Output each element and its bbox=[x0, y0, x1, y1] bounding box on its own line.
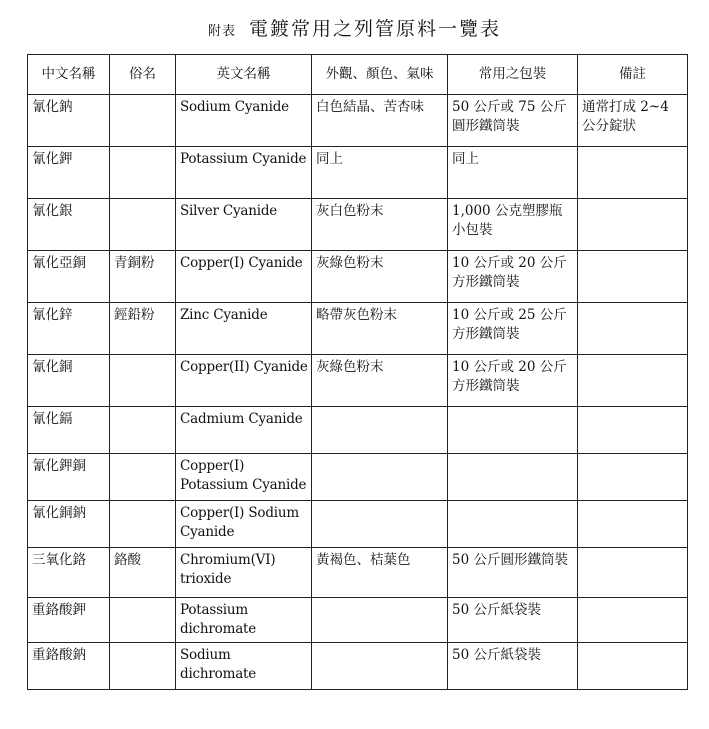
cell-chinese-name: 重鉻酸鉀 bbox=[28, 598, 110, 643]
table-row bbox=[28, 454, 688, 501]
cell-chinese-name: 氰化銅鈉 bbox=[28, 501, 110, 548]
table-row bbox=[28, 199, 688, 251]
cell-common-name bbox=[110, 454, 176, 501]
header-common-name: 俗名 bbox=[110, 55, 176, 95]
header-chinese-name: 中文名稱 bbox=[28, 55, 110, 95]
cell-packaging: 50 公斤圓形鐵筒裝 bbox=[448, 548, 578, 598]
cell-appearance: 略帶灰色粉末 bbox=[312, 303, 448, 355]
table-row bbox=[28, 548, 688, 598]
cell-common-name bbox=[110, 407, 176, 454]
cell-remarks bbox=[578, 454, 688, 501]
cell-appearance: 同上 bbox=[312, 147, 448, 199]
cell-english-name: Potassium dichromate bbox=[176, 598, 312, 643]
cell-english-name: Copper(II) Cyanide bbox=[176, 355, 312, 407]
cell-english-name: Sodium Cyanide bbox=[176, 95, 312, 147]
cell-common-name bbox=[110, 355, 176, 407]
cell-common-name: 鋞鉛粉 bbox=[110, 303, 176, 355]
cell-remarks bbox=[578, 355, 688, 407]
table-row bbox=[28, 355, 688, 407]
page-title bbox=[0, 14, 709, 41]
cell-remarks bbox=[578, 598, 688, 643]
cell-packaging: 50 公斤紙袋裝 bbox=[448, 598, 578, 643]
cell-appearance: 灰白色粉末 bbox=[312, 199, 448, 251]
table-row bbox=[28, 407, 688, 454]
cell-chinese-name: 氰化銅 bbox=[28, 355, 110, 407]
cell-english-name: Silver Cyanide bbox=[176, 199, 312, 251]
cell-english-name: Zinc Cyanide bbox=[176, 303, 312, 355]
cell-remarks bbox=[578, 407, 688, 454]
table-row bbox=[28, 95, 688, 147]
cell-english-name: Copper(I) Cyanide bbox=[176, 251, 312, 303]
cell-common-name: 青銅粉 bbox=[110, 251, 176, 303]
header-appearance: 外觀、顏色、氣味 bbox=[312, 55, 448, 95]
cell-remarks: 通常打成 2~4 公分錠狀 bbox=[578, 95, 688, 147]
cell-common-name bbox=[110, 598, 176, 643]
table-row bbox=[28, 501, 688, 548]
cell-appearance bbox=[312, 643, 448, 690]
cell-appearance bbox=[312, 454, 448, 501]
cell-english-name: Copper(I) Potassium Cyanide bbox=[176, 454, 312, 501]
cell-packaging bbox=[448, 454, 578, 501]
cell-common-name: 鉻酸 bbox=[110, 548, 176, 598]
cell-remarks bbox=[578, 548, 688, 598]
header-remarks: 備註 bbox=[578, 55, 688, 95]
title-prefix: 附表 bbox=[207, 24, 236, 39]
cell-common-name bbox=[110, 95, 176, 147]
table-header-row bbox=[28, 55, 688, 95]
cell-common-name bbox=[110, 643, 176, 690]
header-packaging: 常用之包裝 bbox=[448, 55, 578, 95]
cell-appearance bbox=[312, 598, 448, 643]
cell-chinese-name: 氰化銀 bbox=[28, 199, 110, 251]
chemicals-table bbox=[27, 54, 688, 690]
cell-appearance: 黃褐色、桔葉色 bbox=[312, 548, 448, 598]
cell-remarks bbox=[578, 251, 688, 303]
cell-common-name bbox=[110, 501, 176, 548]
title-main: 電鍍常用之列管原料一覽表 bbox=[249, 18, 502, 40]
cell-common-name bbox=[110, 147, 176, 199]
cell-english-name: Sodium dichromate bbox=[176, 643, 312, 690]
cell-remarks bbox=[578, 147, 688, 199]
table-row bbox=[28, 303, 688, 355]
cell-chinese-name: 氰化鋅 bbox=[28, 303, 110, 355]
cell-appearance: 灰綠色粉末 bbox=[312, 251, 448, 303]
cell-chinese-name: 重鉻酸鈉 bbox=[28, 643, 110, 690]
cell-english-name: Potassium Cyanide bbox=[176, 147, 312, 199]
cell-english-name: Chromium(VI) trioxide bbox=[176, 548, 312, 598]
table-row bbox=[28, 147, 688, 199]
cell-appearance bbox=[312, 501, 448, 548]
cell-chinese-name: 氰化鉀 bbox=[28, 147, 110, 199]
cell-packaging: 10 公斤或 20 公斤方形鐵筒裝 bbox=[448, 251, 578, 303]
cell-appearance: 白色結晶、苦杏味 bbox=[312, 95, 448, 147]
cell-remarks bbox=[578, 199, 688, 251]
table-row bbox=[28, 251, 688, 303]
cell-english-name: Cadmium Cyanide bbox=[176, 407, 312, 454]
cell-packaging bbox=[448, 501, 578, 548]
cell-chinese-name: 三氧化鉻 bbox=[28, 548, 110, 598]
cell-packaging: 50 公斤紙袋裝 bbox=[448, 643, 578, 690]
cell-chinese-name: 氰化鈉 bbox=[28, 95, 110, 147]
cell-remarks bbox=[578, 643, 688, 690]
cell-packaging: 同上 bbox=[448, 147, 578, 199]
cell-packaging: 50 公斤或 75 公斤圓形鐵筒裝 bbox=[448, 95, 578, 147]
table-row bbox=[28, 643, 688, 690]
cell-packaging: 1,000 公克塑膠瓶小包裝 bbox=[448, 199, 578, 251]
table-row bbox=[28, 598, 688, 643]
cell-appearance: 灰綠色粉末 bbox=[312, 355, 448, 407]
cell-remarks bbox=[578, 303, 688, 355]
cell-packaging: 10 公斤或 20 公斤方形鐵筒裝 bbox=[448, 355, 578, 407]
cell-packaging bbox=[448, 407, 578, 454]
header-english-name: 英文名稱 bbox=[176, 55, 312, 95]
cell-appearance bbox=[312, 407, 448, 454]
cell-remarks bbox=[578, 501, 688, 548]
cell-common-name bbox=[110, 199, 176, 251]
cell-packaging: 10 公斤或 25 公斤方形鐵筒裝 bbox=[448, 303, 578, 355]
cell-chinese-name: 氰化鉀銅 bbox=[28, 454, 110, 501]
cell-english-name: Copper(I) Sodium Cyanide bbox=[176, 501, 312, 548]
cell-chinese-name: 氰化鎘 bbox=[28, 407, 110, 454]
cell-chinese-name: 氰化亞銅 bbox=[28, 251, 110, 303]
